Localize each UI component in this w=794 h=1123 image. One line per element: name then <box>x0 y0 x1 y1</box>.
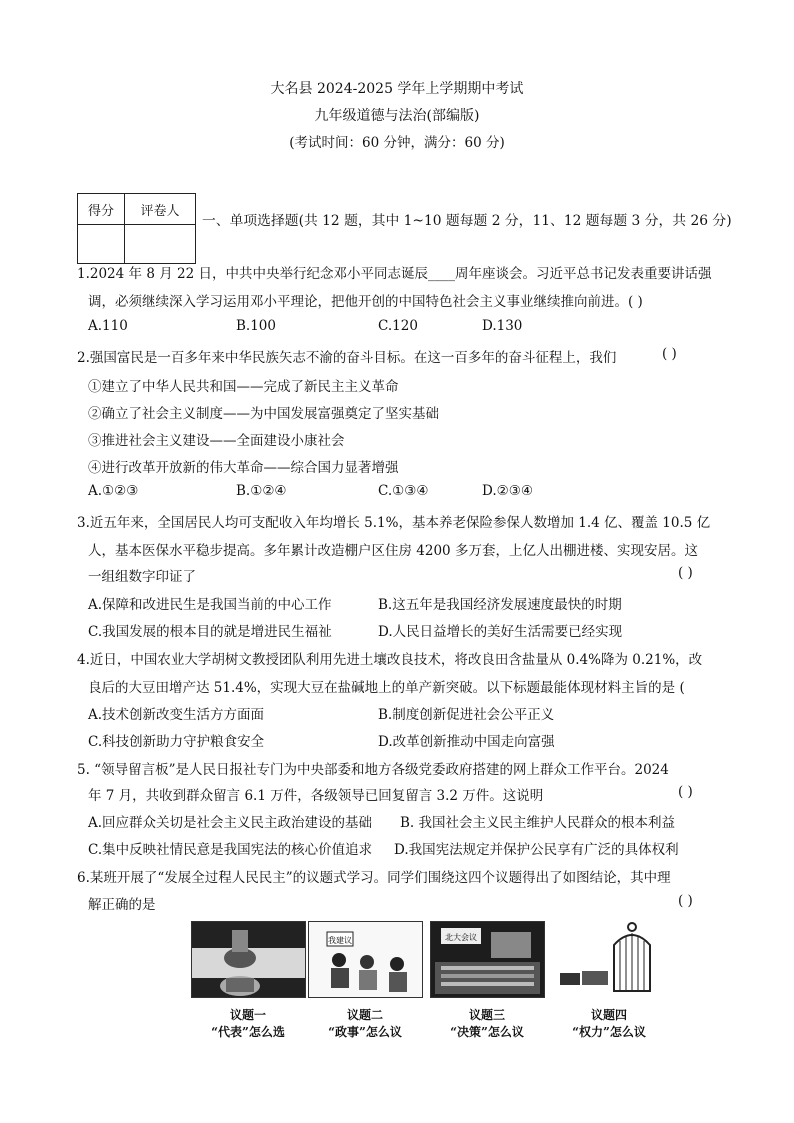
topic4-caption <box>544 1007 674 1041</box>
q5-option-d[interactable]: D.我国宪法规定并保护公民享有广泛的具体权利 <box>394 842 679 858</box>
q3-line3: 一组组数字印证了 <box>88 569 196 585</box>
ballot-box-icon <box>192 922 305 997</box>
q2-item-4: ④进行改革开放新的伟大革命——综合国力显著增强 <box>88 460 399 476</box>
score-table <box>77 193 196 264</box>
q5-line1: 5. “领导留言板”是人民日报社专门为中央部委和地方各级党委政府搭建的网上群众工作平台。2024 <box>77 762 669 778</box>
section-title: 一、单项选择题(共 12 题，其中 1~10 题每题 2 分，11、12 题每题 3 分，共 26 分) <box>202 213 732 229</box>
q2-option-c[interactable]: C.①③④ <box>378 483 429 499</box>
q2-option-d[interactable]: D.②③④ <box>482 483 533 499</box>
q4-option-b[interactable]: B.制度创新促进社会公平正义 <box>378 707 555 723</box>
topic3-label: “决策”怎么议 <box>450 1025 524 1039</box>
q1-option-b[interactable]: B.100 <box>236 318 276 334</box>
topic4-label: “权力”怎么议 <box>572 1025 646 1039</box>
q5-line2: 年 7 月，共收到群众留言 6.1 万件，各级领导已回复留言 3.2 万件。这说明 <box>88 788 544 804</box>
q2-item-1: ①建立了中华人民共和国——完成了新民主主义革命 <box>88 379 399 395</box>
q5-option-c[interactable]: C.集中反映社情民意是我国宪法的核心价值追求 <box>88 842 373 858</box>
congress-hall-icon <box>431 922 544 997</box>
grader-cell[interactable] <box>125 225 196 264</box>
topic1-title: 议题一 <box>229 1008 266 1022</box>
topic1-caption <box>183 1007 313 1041</box>
q1-option-c[interactable]: C.120 <box>378 318 418 334</box>
topic2-caption <box>300 1007 430 1041</box>
banner-text: 北大会议 <box>445 933 477 942</box>
q6-line1: 6.某班开展了“发展全过程人民民主”的议题式学习。同学们围绕这四个议题得出了如图结论，其中理 <box>77 870 671 886</box>
topic3-image <box>430 921 545 998</box>
q3-line2: 人，基本医保水平稳步提高。多年累计改造棚户区住房 4200 多万套，上亿人出棚进楼、实现安居。这 <box>88 543 698 559</box>
topic2-title: 议题二 <box>346 1008 383 1022</box>
topic3-caption <box>422 1007 552 1041</box>
topic1-image <box>191 921 306 998</box>
topic2-image <box>308 921 423 998</box>
q2-line1: 2.强国富民是一百多年来中华民族矢志不渝的奋斗目标。在这一百多年的奋斗征程上，我们 <box>77 350 617 366</box>
q2-answer-bracket[interactable]: ( ) <box>662 346 677 362</box>
q3-option-d[interactable]: D.人民日益增长的美好生活需要已经实现 <box>378 624 623 640</box>
q2-item-2: ②确立了社会主义制度——为中国发展富强奠定了坚实基础 <box>88 406 439 422</box>
q2-option-a[interactable]: A.①②③ <box>88 483 139 499</box>
q3-option-a[interactable]: A.保障和改进民生是我国当前的中心工作 <box>88 597 332 613</box>
q1-option-a[interactable]: A.110 <box>88 318 128 334</box>
q3-answer-bracket[interactable]: ( ) <box>678 565 693 581</box>
q5-answer-bracket[interactable]: ( ) <box>678 784 693 800</box>
q3-option-c[interactable]: C.我国发展的根本目的就是增进民生福祉 <box>88 624 332 640</box>
q1-line2: 调，必须继续深入学习运用邓小平理论，把他开创的中国特色社会主义事业继续推向前进。( ) <box>88 294 643 310</box>
q2-option-b[interactable]: B.①②④ <box>236 483 287 499</box>
grader-header: 评卷人 <box>125 194 196 225</box>
q4-option-d[interactable]: D.改革创新推动中国走向富强 <box>378 734 555 750</box>
topic3-title: 议题三 <box>468 1008 505 1022</box>
q4-option-c[interactable]: C.科技创新助力守护粮食安全 <box>88 734 265 750</box>
q4-line1: 4.近日，中国农业大学胡树文教授团队利用先进土壤改良技术，将改良田含盐量从 0.4%降为 0.21%，改 <box>77 652 703 668</box>
discussion-people-icon <box>309 922 422 997</box>
topic4-title: 议题四 <box>590 1008 627 1022</box>
q5-option-a[interactable]: A.回应群众关切是社会主义民主政治建设的基础 <box>88 815 373 831</box>
q3-line1: 3.近五年来，全国居民人均可支配收入年均增长 5.1%，基本养老保险参保人数增加 1.4 亿、覆盖 10.5 亿 <box>77 515 711 531</box>
topic1-label: “代表”怎么选 <box>211 1025 285 1039</box>
score-header: 得分 <box>78 194 125 225</box>
power-cage-icon <box>552 921 665 996</box>
q3-option-b[interactable]: B.这五年是我国经济发展速度最快的时期 <box>378 597 622 613</box>
q1-line1: 1.2024 年 8 月 22 日，中共中央举行纪念邓小平同志诞辰____周年座谈会。习近平总书记发表重要讲话强 <box>77 266 712 282</box>
q4-option-a[interactable]: A.技术创新改变生活方方面面 <box>88 707 265 723</box>
q5-option-b[interactable]: B. 我国社会主义民主维护人民群众的根本利益 <box>400 815 676 831</box>
exam-info: (考试时间：60 分钟，满分：60 分) <box>289 135 505 151</box>
topic4-image <box>552 921 665 996</box>
q6-line2: 解正确的是 <box>88 897 156 913</box>
q4-line2: 良后的大豆田增产达 51.4%，实现大豆在盐碱地上的单产新突破。以下标题最能体现材料主旨的是 ( <box>88 680 685 696</box>
exam-subtitle: 九年级道德与法治(部编版) <box>314 108 480 124</box>
q1-option-d[interactable]: D.130 <box>482 318 523 334</box>
topic2-label: “政事”怎么议 <box>328 1025 402 1039</box>
score-cell[interactable] <box>78 225 125 264</box>
q6-answer-bracket[interactable]: ( ) <box>678 893 693 909</box>
q2-item-3: ③推进社会主义建设——全面建设小康社会 <box>88 433 345 449</box>
exam-title: 大名县 2024-2025 学年上学期期中考试 <box>270 81 524 97</box>
sign-text: 我建议 <box>328 936 352 945</box>
